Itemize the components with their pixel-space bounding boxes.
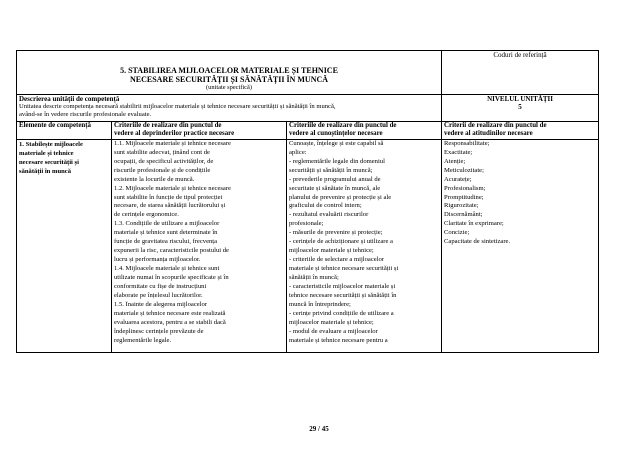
knowledge-criteria-cell	[287, 139, 442, 352]
knowledge-line: - rezultatul evaluării riscurilor	[289, 211, 369, 219]
element-line: sănătății în muncă	[19, 168, 72, 176]
practice-line: riscurile profesionale și de condițiile	[114, 166, 211, 174]
attitude-line: Capacitate de sintetizare.	[444, 238, 511, 246]
knowledge-line: mijloacelor materiale și tehnice;	[289, 247, 374, 255]
practice-line: evaluarea acestora, pentru a se stabili dacă	[114, 318, 226, 326]
unit-title-line: 5. STABILIREA MIJLOACELOR MATERIALE ȘI TEHNICE	[120, 66, 338, 75]
practice-line: 1.1. Mijloacele materiale și tehnice necesare	[114, 139, 231, 147]
description-heading: Descrierea unității de competență	[19, 95, 120, 103]
practice-line: existente la locurile de muncă.	[114, 175, 195, 183]
knowledge-line: - caracteristicile mijloacelor materiale și	[289, 283, 396, 291]
description-row	[17, 95, 599, 122]
practice-line: 1.5. Înainte de alegerea mijloacelor	[114, 300, 207, 308]
description-text	[19, 103, 439, 119]
unit-title-line: NECESARE SECURITĂȚII ȘI SĂNĂTĂȚII ÎN MUNCĂ	[129, 75, 329, 84]
column-header-row	[17, 122, 599, 140]
knowledge-line: profesionale;	[289, 220, 324, 228]
attitude-line: Acuratețe;	[444, 175, 472, 183]
attitude-criteria-cell	[442, 139, 599, 352]
knowledge-line: graficului de control intern;	[289, 202, 362, 210]
knowledge-line: securitate și sănătate în muncă, ale	[289, 184, 381, 192]
knowledge-line: - cerințe privind condițiile de utilizare a	[289, 309, 394, 317]
practice-line: îndeplinesc cerințele prevăzute de	[114, 327, 204, 335]
column-header-line: Elemente de competență	[19, 122, 91, 129]
practice-line: sunt stabilite în funcție de tipul protecției	[114, 193, 223, 201]
knowledge-line: sănătății în muncă;	[289, 274, 339, 282]
description-line: având-se în vedere riscurile profesionale evaluate.	[19, 111, 152, 118]
column-header-line: Criteriile de realizare din punctul de	[114, 122, 222, 129]
practice-line: expunerii la risc, caracteristicile postului de	[114, 247, 229, 255]
attitude-line: Atenție;	[444, 157, 466, 165]
practice-line: 1.2. Mijloacele materiale și tehnice necesare	[114, 184, 231, 192]
unit-title-cell	[17, 51, 442, 95]
practice-line: de cerințele ergonomice.	[114, 211, 179, 219]
practice-line: 1.4. Mijloacele materiale și tehnice sunt	[114, 265, 220, 273]
attitude-line: Responsabilitate;	[444, 139, 490, 147]
element-cell	[17, 139, 112, 352]
attitude-line: Promptitudine;	[444, 193, 484, 201]
attitude-line: Exactitate;	[444, 148, 473, 156]
column-header-attitudes	[442, 122, 599, 140]
knowledge-line: materiale și tehnice necesare securității și	[289, 265, 399, 273]
attitude-line: Rigurozitate;	[444, 202, 479, 210]
attitude-line: Concizie;	[444, 229, 470, 237]
knowledge-line: muncă în întreprindere;	[289, 300, 351, 308]
knowledge-line: tehnice necesare securității și sănătății în	[289, 292, 397, 300]
column-header-practice	[112, 122, 287, 140]
element-line: 1. Stabilește mijloacele	[19, 140, 83, 148]
table-header-row	[17, 51, 599, 95]
knowledge-line: - cerințele de achiziționare și utilizare a	[289, 238, 393, 246]
knowledge-line: - măsurile de prevenire și protecție;	[289, 229, 383, 237]
page-number: 29 / 45	[309, 425, 329, 433]
unit-level-label: NIVELUL UNITĂȚII	[487, 95, 553, 103]
reference-codes-label: Coduri de referință	[493, 51, 547, 59]
competency-table	[16, 50, 599, 353]
column-header-elements	[17, 122, 112, 140]
reference-codes-cell	[442, 51, 599, 95]
unit-description-cell	[17, 95, 442, 122]
knowledge-line: mijloacelor materiale și tehnice;	[289, 318, 374, 326]
attitude-line: Profesionalism;	[444, 184, 486, 192]
knowledge-line: - reglementările legale din domeniul	[289, 157, 385, 165]
attitude-line: Claritate în exprimare;	[444, 220, 504, 228]
column-header-knowledge	[287, 122, 442, 140]
column-header-line: vedere al deprinderilor practice necesare	[114, 130, 235, 138]
unit-subtitle: (unitate specifică)	[206, 84, 252, 91]
practice-line: lucru și performanța mijloacelor.	[114, 256, 201, 264]
knowledge-line: planului de prevenire și protecție și ale	[289, 193, 392, 201]
attitude-line: Discernământ;	[444, 211, 483, 219]
knowledge-line: Cunoaște, înțelege și este capabil să	[289, 139, 384, 147]
element-line: necesare securității și	[19, 159, 79, 167]
practice-line: sunt stabilite adecvat, ținând cont de	[114, 148, 210, 156]
practice-line: elaborate pe înțelesul lucrătorilor.	[114, 292, 203, 300]
unit-title	[19, 66, 439, 84]
practice-line: materiale și tehnice sunt determinate în	[114, 229, 218, 237]
knowledge-line: - modul de evaluare a mijloacelor	[289, 327, 378, 335]
practice-line: reglementările legale.	[114, 336, 172, 344]
column-header-line: Criteriile de realizare din punctul de	[289, 122, 397, 129]
practice-line: utilizate numai în scopurile specificate și în	[114, 274, 229, 282]
column-header-line: vedere al cunoștințelor necesare	[289, 130, 383, 138]
practice-line: conformitate cu fișe de instrucțiuni	[114, 283, 207, 291]
description-line: Unitatea descrie competența necesară stabilirii mijloacelor materiale și tehnice necesare securității și sănătății în muncă,	[19, 103, 336, 110]
table-row	[17, 139, 599, 352]
attitude-line: Meticulozitate;	[444, 166, 484, 174]
practice-line: materiale și tehnice necesare este realizată	[114, 309, 226, 317]
knowledge-line: - prevederile programului anual de	[289, 175, 381, 183]
knowledge-line: securității și sănătății în muncă;	[289, 166, 373, 174]
unit-level-cell	[442, 95, 599, 122]
practice-criteria-cell	[112, 139, 287, 352]
knowledge-line: aplice:	[289, 148, 307, 156]
practice-line: ocupații, de specificul activităților, de	[114, 157, 214, 165]
practice-line: funcție de gravitatea riscului, frecvența	[114, 238, 218, 246]
practice-line: necesare, de starea sănătății lucrătorului și	[114, 202, 226, 210]
column-header-line: vedere al atitudinilor necesare	[444, 130, 533, 138]
knowledge-line: materiale și tehnice necesare pentru a	[289, 336, 388, 344]
element-line: materiale și tehnice	[19, 150, 74, 158]
column-header-line: Criterii de realizare din punctul de	[444, 122, 547, 129]
knowledge-line: - criteriile de selectare a mijloacelor	[289, 256, 385, 264]
unit-level-value: 5	[518, 103, 522, 111]
practice-line: 1.3. Condițiile de utilizare a mijloacelor	[114, 220, 220, 228]
